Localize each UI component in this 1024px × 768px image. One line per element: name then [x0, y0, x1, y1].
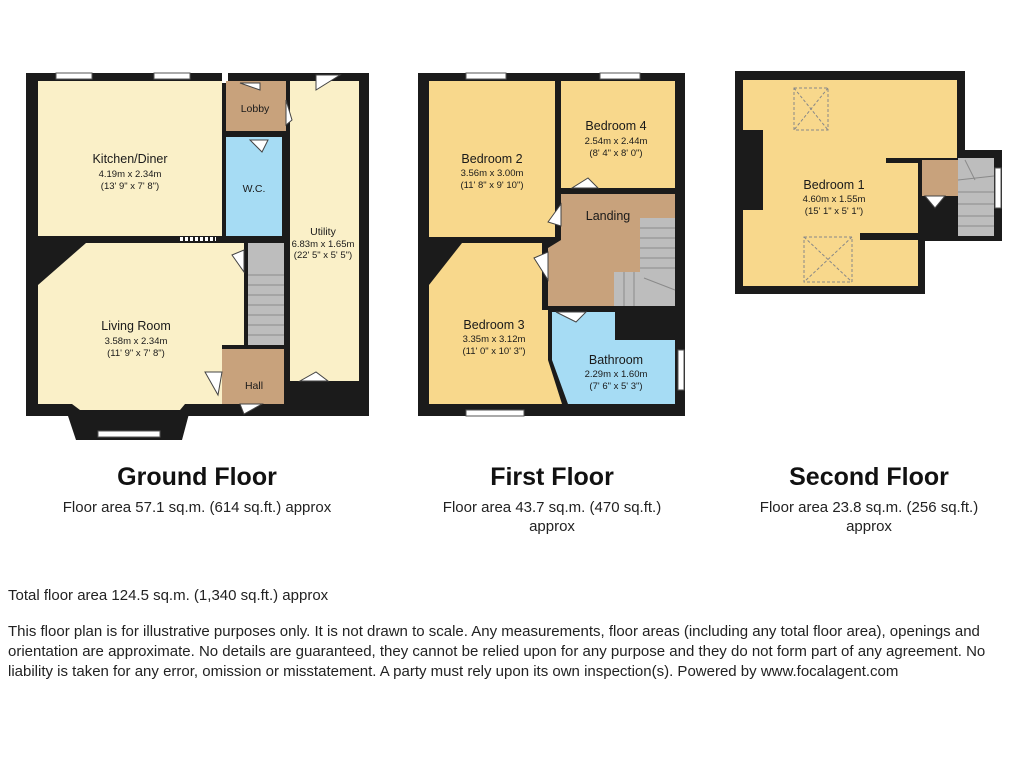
room-size-imperial: (8' 4" x 8' 0")	[589, 148, 643, 159]
first-floor-area-line1: Floor area 43.7 sq.m. (470 sq.ft.)	[442, 499, 662, 516]
second-landing	[922, 160, 958, 196]
room-size-imperial: (11' 9" x 7' 8")	[107, 348, 165, 359]
room-name-bathroom: Bathroom	[588, 353, 644, 367]
first-floor-area-line2: approx	[529, 518, 575, 535]
first-stairs	[640, 218, 675, 306]
room-name-utility: Utility	[310, 226, 336, 238]
second-floor-area	[719, 498, 1019, 536]
room-size-imperial: (7' 6" x 5' 3")	[589, 381, 643, 392]
first-floor-plan	[418, 73, 685, 416]
chimney-breast	[743, 130, 763, 210]
room-bedroom-4	[561, 81, 675, 188]
window	[995, 168, 1001, 208]
ground-stairs	[248, 243, 284, 345]
room-name-wc: W.C.	[242, 183, 266, 195]
room-name-bedroom-2: Bedroom 2	[461, 152, 523, 166]
room-size-imperial: (15' 1" x 5' 1")	[804, 206, 864, 217]
second-stairs	[958, 158, 994, 236]
second-floor-area-line2: approx	[846, 518, 892, 535]
window	[466, 73, 506, 79]
room-size-metric: 6.83m x 1.65m	[291, 239, 355, 250]
room-size-metric: 2.54m x 2.44m	[584, 136, 648, 147]
room-name-hall: Hall	[244, 380, 264, 392]
ground-floor-title: Ground Floor	[117, 463, 277, 491]
room-size-metric: 3.58m x 2.34m	[104, 336, 168, 347]
room-size-metric: 3.56m x 3.00m	[460, 168, 524, 179]
room-name-living-room: Living Room	[101, 319, 171, 333]
room-name-bedroom-4: Bedroom 4	[585, 119, 647, 133]
room-name-bedroom-1: Bedroom 1	[803, 178, 865, 192]
room-name-kitchen-diner: Kitchen/Diner	[92, 152, 168, 166]
window	[56, 73, 92, 79]
ground-floor-plan	[26, 73, 369, 440]
room-hall	[222, 349, 284, 404]
first-stairs	[614, 272, 644, 306]
second-floor-area-line1: Floor area 23.8 sq.m. (256 sq.ft.)	[759, 499, 979, 516]
ground-floor-area: Floor area 57.1 sq.m. (614 sq.ft.) approx	[62, 499, 332, 516]
window	[98, 431, 160, 437]
window	[154, 73, 190, 79]
room-size-imperial: (11' 0" x 10' 3")	[462, 346, 526, 357]
window	[466, 410, 524, 416]
room-size-metric: 3.35m x 3.12m	[462, 334, 526, 345]
room-size-metric: 2.29m x 1.60m	[584, 369, 648, 380]
first-floor-area	[402, 498, 702, 536]
room-name-landing: Landing	[585, 209, 631, 223]
room-size-imperial: (13' 9" x 7' 8")	[100, 181, 160, 192]
room-size-imperial: (22' 5" x 5' 5")	[293, 250, 353, 261]
window	[678, 350, 684, 390]
room-size-imperial: (11' 8" x 9' 10")	[460, 180, 524, 191]
room-size-metric: 4.60m x 1.55m	[802, 194, 866, 205]
total-floor-area: Total floor area 124.5 sq.m. (1,340 sq.ft.) approx	[8, 587, 329, 604]
room-name-lobby: Lobby	[240, 103, 270, 115]
window	[600, 73, 640, 79]
room-name-bedroom-3: Bedroom 3	[463, 318, 525, 332]
second-floor-title: Second Floor	[789, 463, 949, 491]
second-floor-plan	[735, 71, 1002, 294]
disclaimer-text: This floor plan is for illustrative purposes only. It is not drawn to scale. Any measurements, floor areas (including any total floor area), openings and orientation are approximate. No details are guaranteed, they cannot be relied upon for any purpose and they do not form part of any agreement. No liability is taken for any error, omission or misstatement. A party must rely upon its own inspection(s). Powered by www.focalagent.com	[8, 623, 986, 680]
room-size-metric: 4.19m x 2.34m	[98, 169, 162, 180]
first-floor-title: First Floor	[490, 463, 614, 491]
